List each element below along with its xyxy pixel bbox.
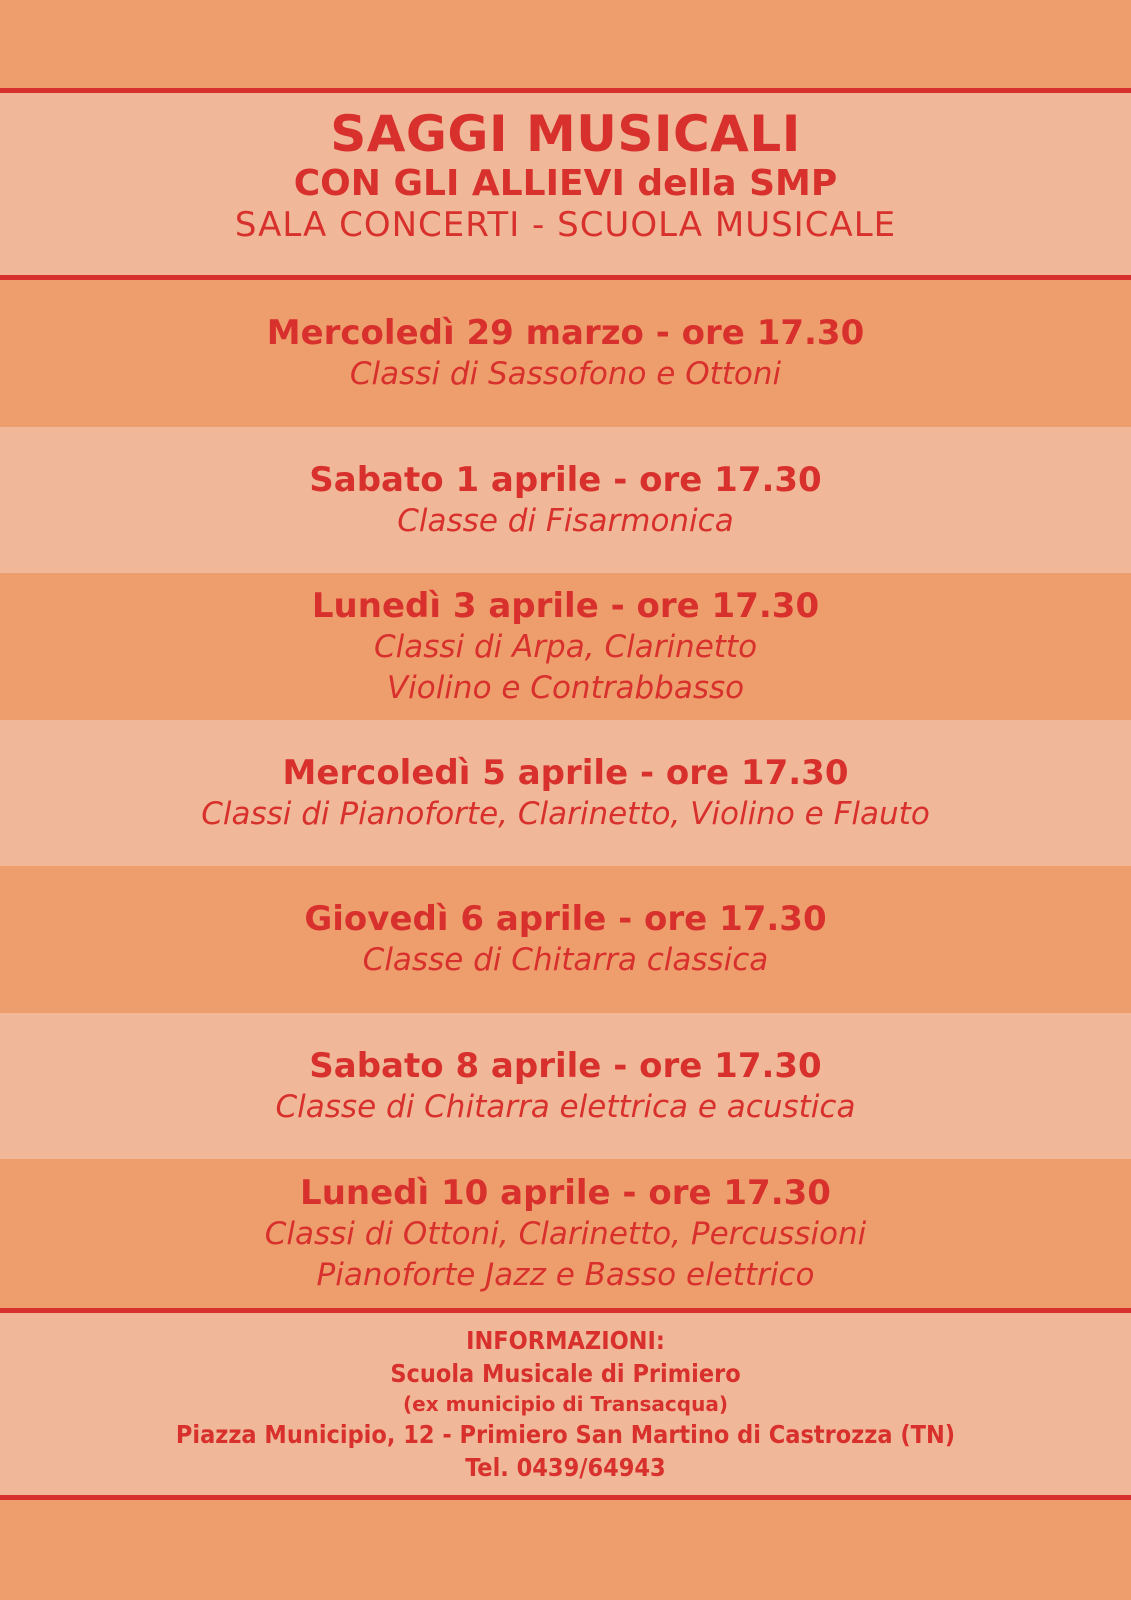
school-phone: Tel. 0439/64943 bbox=[465, 1453, 666, 1482]
header-section bbox=[0, 93, 1131, 275]
event-classes: Classe di Fisarmonica bbox=[397, 502, 734, 539]
event-date: Lunedì 10 aprile - ore 17.30 bbox=[300, 1172, 831, 1213]
event-6 bbox=[0, 1013, 1131, 1159]
event-classes: Classi di Arpa, Clarinetto bbox=[373, 628, 758, 665]
event-1 bbox=[0, 280, 1131, 427]
event-classes: Classi di Sassofono e Ottoni bbox=[349, 356, 782, 392]
event-classes: Pianoforte Jazz e Basso elettrico bbox=[316, 1256, 815, 1293]
event-date: Mercoledì 5 aprile - ore 17.30 bbox=[282, 752, 849, 793]
school-address: Piazza Municipio, 12 - Primiero San Martino di Castrozza (TN) bbox=[175, 1420, 956, 1449]
school-note: (ex municipio di Transacqua) bbox=[403, 1392, 728, 1416]
school-name: Scuola Musicale di Primiero bbox=[390, 1359, 741, 1388]
bottom-margin-band bbox=[0, 1500, 1131, 1600]
event-4 bbox=[0, 720, 1131, 866]
event-classes: Classe di Chitarra elettrica e acustica bbox=[275, 1088, 856, 1125]
event-5 bbox=[0, 866, 1131, 1013]
event-date: Mercoledì 29 marzo - ore 17.30 bbox=[266, 313, 865, 353]
info-heading: INFORMAZIONI: bbox=[466, 1326, 665, 1355]
event-classes: Classi di Pianoforte, Clarinetto, Violino e Flauto bbox=[201, 795, 930, 832]
event-2 bbox=[0, 427, 1131, 573]
event-classes: Classi di Ottoni, Clarinetto, Percussioni bbox=[264, 1215, 867, 1252]
poster-title: SAGGI MUSICALI bbox=[330, 105, 801, 163]
event-date: Sabato 1 aprile - ore 17.30 bbox=[309, 459, 822, 500]
event-date: Sabato 8 aprile - ore 17.30 bbox=[309, 1045, 822, 1086]
top-margin-band bbox=[0, 0, 1131, 90]
event-7 bbox=[0, 1159, 1131, 1308]
event-classes: Violino e Contrabbasso bbox=[386, 669, 745, 706]
poster-subtitle: CON GLI ALLIEVI della SMP bbox=[293, 163, 838, 204]
event-3 bbox=[0, 573, 1131, 720]
event-date: Giovedì 6 aprile - ore 17.30 bbox=[304, 899, 827, 939]
event-date: Lunedì 3 aprile - ore 17.30 bbox=[311, 585, 820, 626]
venue-line: SALA CONCERTI - SCUOLA MUSICALE bbox=[234, 205, 897, 245]
info-section bbox=[0, 1313, 1131, 1495]
event-classes: Classe di Chitarra classica bbox=[362, 942, 769, 978]
